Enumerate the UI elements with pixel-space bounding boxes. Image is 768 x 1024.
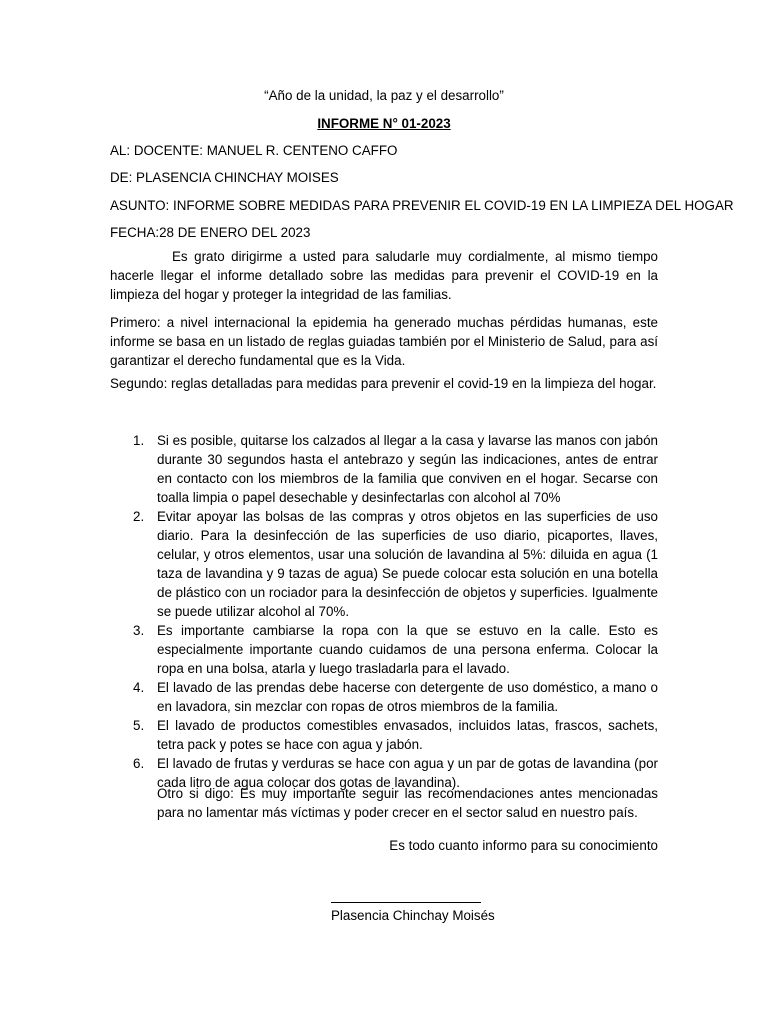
signature-line xyxy=(331,902,481,903)
list-item-number: 3. xyxy=(133,623,145,638)
report-title: INFORME N° 01-2023 xyxy=(317,116,451,131)
list-item-text: El lavado de frutas y verduras se hace con agua y un par de gotas de lavandina (por cada litro de agua colocar dos gotas de lavandina). xyxy=(157,756,658,790)
list-item-number: 2. xyxy=(133,509,145,524)
list-item-text: Evitar apoyar las bolsas de las compras y otros objetos en las superficies de uso diario. Para la desinfección de las superficies de uso diario, picaportes, llaves, celular, y otros elementos, usar una solución de lavandina al 5%: diluida en agua (1 taza de lavandina y 9 tazas de agua) Se puede colocar esta solución en una botella de plástico con un rociador para la desinfección de objetos y superficies. Igualmente se puede utilizar alcohol al 70%. xyxy=(157,509,658,619)
list-item-text: El lavado de las prendas debe hacerse con detergente de uso doméstico, a mano o en lavadora, sin mezclar con ropas de otros miembros de la familia. xyxy=(157,680,658,714)
list-item xyxy=(110,507,658,621)
list-item xyxy=(110,678,658,716)
list-item-text: Si es posible, quitarse los calzados al llegar a la casa y lavarse las manos con jabón durante 30 segundos hasta el antebrazo y según las indicaciones, antes de entrar en contacto con los miembros de la familia que conviven en el hogar. Secarse con toalla limpia o papel desechable y desinfectarlas con alcohol al 70% xyxy=(157,433,658,505)
closing-line: Es todo cuanto informo para su conocimiento xyxy=(389,838,658,853)
list-item-text: El lavado de productos comestibles envasados, incluidos latas, frascos, sachets, tetra pack y potes se hace con agua y jabón. xyxy=(157,718,658,752)
list-item xyxy=(110,621,658,678)
list-item-text: Es importante cambiarse la ropa con la que se estuvo en la calle. Esto es especialmente importante cuando cuidamos de una persona enferma. Colocar la ropa en una bolsa, atarla y luego trasladarla para el lavado. xyxy=(157,623,658,676)
list-item-number: 1. xyxy=(133,433,145,448)
list-item xyxy=(110,431,658,507)
rules-list xyxy=(110,431,658,792)
first-point-paragraph: Primero: a nivel internacional la epidemia ha generado muchas pérdidas humanas, este informe se basa en un listado de reglas guiadas también por el Ministerio de Salud, para así garantizar el derecho fundamental que es la Vida. xyxy=(110,315,658,368)
otrosi-paragraph: Otro si digo: Es muy importante seguir las recomendaciones antes mencionadas para no lamentar más víctimas y poder crecer en el sector salud en nuestro país. xyxy=(157,786,658,820)
list-item-number: 5. xyxy=(133,718,145,733)
recipient-line: AL: DOCENTE: MANUEL R. CENTENO CAFFO xyxy=(110,143,398,158)
signature-name: Plasencia Chinchay Moisés xyxy=(331,908,495,923)
sender-line: DE: PLASENCIA CHINCHAY MOISES xyxy=(110,170,339,185)
subject-line: ASUNTO: INFORME SOBRE MEDIDAS PARA PREVENIR EL COVID-19 EN LA LIMPIEZA DEL HOGAR xyxy=(110,198,734,213)
year-motto: “Año de la unidad, la paz y el desarrollo” xyxy=(264,88,504,103)
list-item-number: 6. xyxy=(133,756,145,771)
list-item-number: 4. xyxy=(133,680,145,695)
date-line: FECHA:28 DE ENERO DEL 2023 xyxy=(110,225,311,240)
intro-paragraph: Es grato dirigirme a usted para saludarle muy cordialmente, al mismo tiempo hacerle llegar el informe detallado sobre las medidas para prevenir el COVID-19 en la limpieza del hogar y proteger la integridad de las familias. xyxy=(110,249,658,302)
list-item xyxy=(110,716,658,754)
second-point-paragraph: Segundo: reglas detalladas para medidas para prevenir el covid-19 en la limpieza del hogar. xyxy=(110,376,657,391)
